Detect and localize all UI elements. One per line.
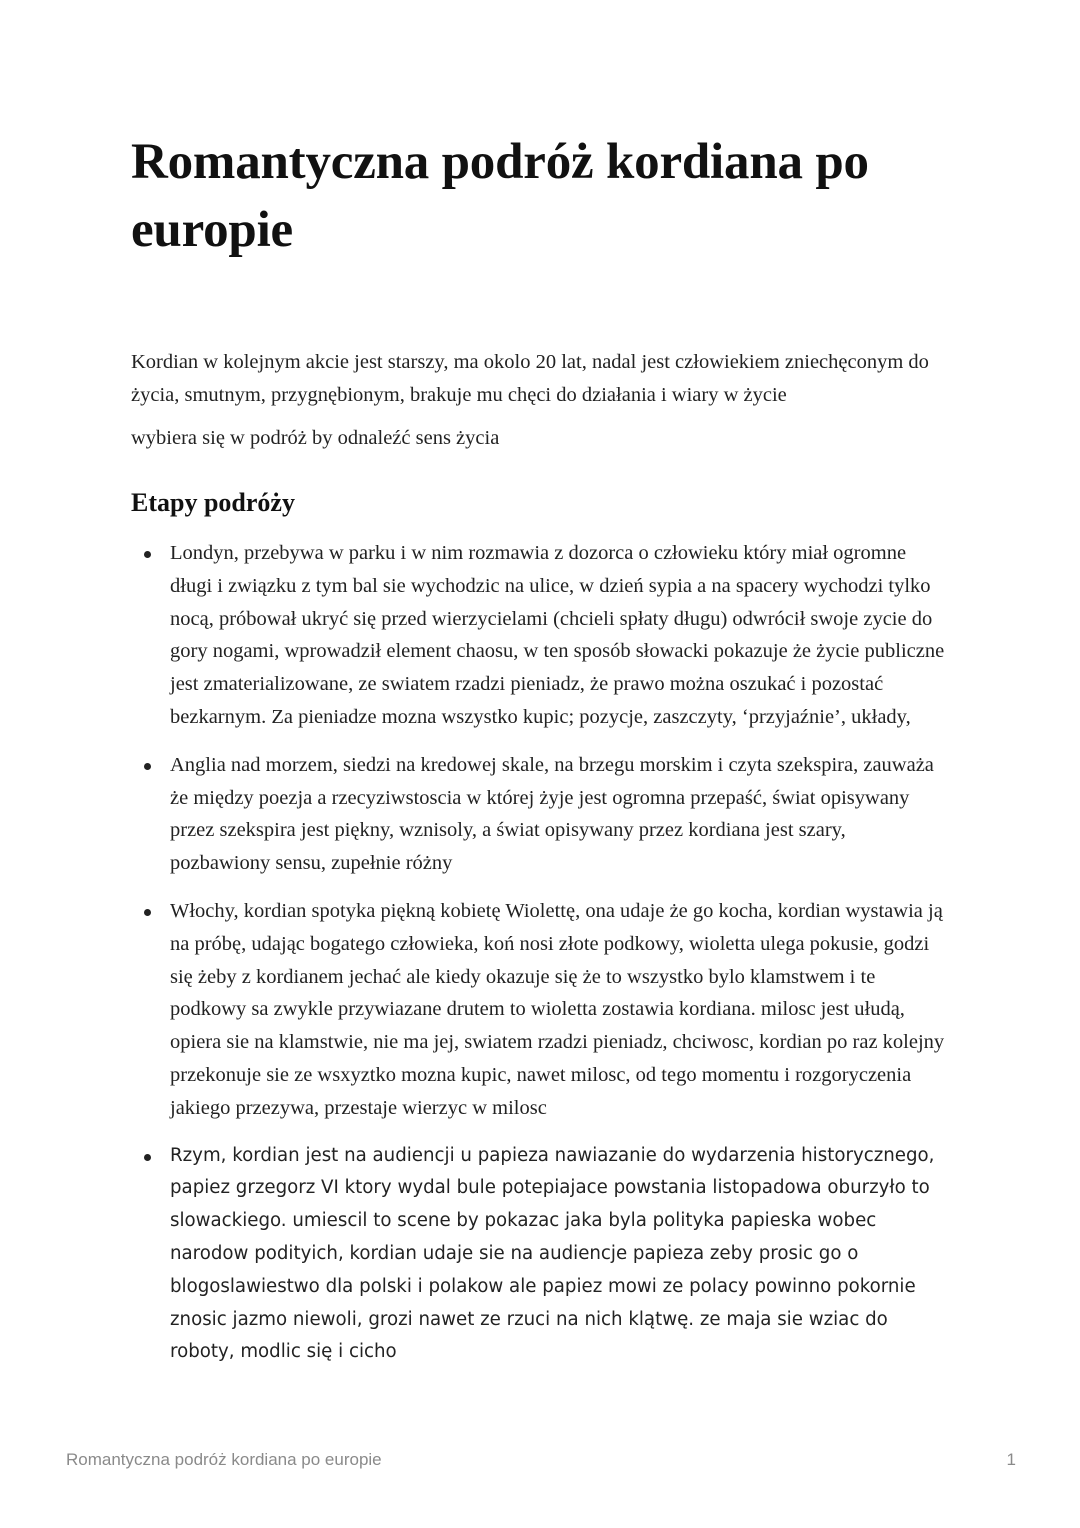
footer-title: Romantyczna podróż kordiana po europie	[66, 1450, 382, 1469]
bullet-icon	[144, 909, 151, 916]
page-title: Romantyczna podróż kordiana po europie	[131, 134, 869, 258]
list-item-text: Anglia nad morzem, siedzi na kredowej skale, na brzegu morskim i czyta szekspira, zauważa że między poezja a rzecyziwstoscia w której żyje jest ogromna przepaść, świat opisywany przez szekspira jest piękny, wznisoly, a świat opisywany przez kordiana jest szary, pozbawiony sensu, zupełnie różny	[170, 753, 934, 875]
bullet-icon	[144, 763, 151, 770]
stage-list	[131, 537, 951, 1369]
page-number: 1	[1006, 1450, 1016, 1469]
list-item	[131, 537, 951, 734]
section-heading: Etapy podróży	[131, 488, 295, 517]
list-item	[131, 895, 951, 1125]
intro-paragraph: Kordian w kolejnym akcie jest starszy, ma okolo 20 lat, nadal jest człowiekiem zniechęconym do życia, smutnym, przygnębionym, brakuje mu chęci do działania i wiary w życie	[131, 351, 929, 406]
list-item-text: Londyn, przebywa w parku i w nim rozmawia z dozorca o człowieku który miał ogromne długi i związku z tym bal sie wychodzic na ulice, w dzień sypia a na spacery wychodzi tylko nocą, próbował ukryć się przed wierzycielami (chcieli spłaty długu) odwrócił swoje zycie do gory nogami, wprowadził element chaosu, w ten sposób słowacki pokazuje że życie publiczne jest zmaterializowane, ze swiatem rzadzi pieniadz, że prawo można oszukać i pozostać bezkarnym. Za pieniadze mozna wszystko kupic; pozycje, zaszczyty, ‘przyjaźnie’, układy,	[170, 542, 945, 728]
list-item-text: Rzym, kordian jest na audiencji u papieza nawiazanie do wydarzenia historycznego, papiez grzegorz VI ktory wydal bule potepiajace powstania listopadowa oburzyło to slowackiego. umiescil to scene by pokazac jaka byla polityka papieska wobec narodow podityich, kordian udaje sie na audiencje papieza zeby prosic go o blogoslawiestwo dla polski i polakow ale papiez mowi ze polacy powinno pokornie znosic jazmo niewoli, grozi nawet ze rzuci na nich klątwę. ze maja sie wziac do roboty, modlic się i cicho	[170, 1144, 935, 1363]
bullet-icon	[144, 1154, 151, 1161]
list-item	[131, 749, 951, 880]
list-item	[131, 1140, 951, 1370]
list-item-text: Włochy, kordian spotyka piękną kobietę Wiolettę, ona udaje że go kocha, kordian wystawia ją na próbę, udając bogatego człowieka, koń nosi złote podkowy, wioletta ulega pokusie, godzi się żeby z kordianem jechać ale kiedy okazuje się że to wszystko bylo klamstwem i te podkowy sa zwykle przywiazane drutem to wioletta zostawia kordiana. milosc jest ułudą, opiera sie na klamstwie, nie ma jej, swiatem rzadzi pieniadz, chciwosc, kordian po raz kolejny przekonuje sie ze wsxyztko mozna kupic, nawet milosc, od tego momentu i rozgoryczenia jakiego przezywa, przestaje wierzyc w milosc	[170, 899, 945, 1119]
document-content	[131, 128, 951, 1384]
intro-paragraph: wybiera się w podróż by odnaleźć sens życia	[131, 427, 500, 449]
bullet-icon	[144, 551, 151, 558]
intro-section	[131, 346, 951, 455]
